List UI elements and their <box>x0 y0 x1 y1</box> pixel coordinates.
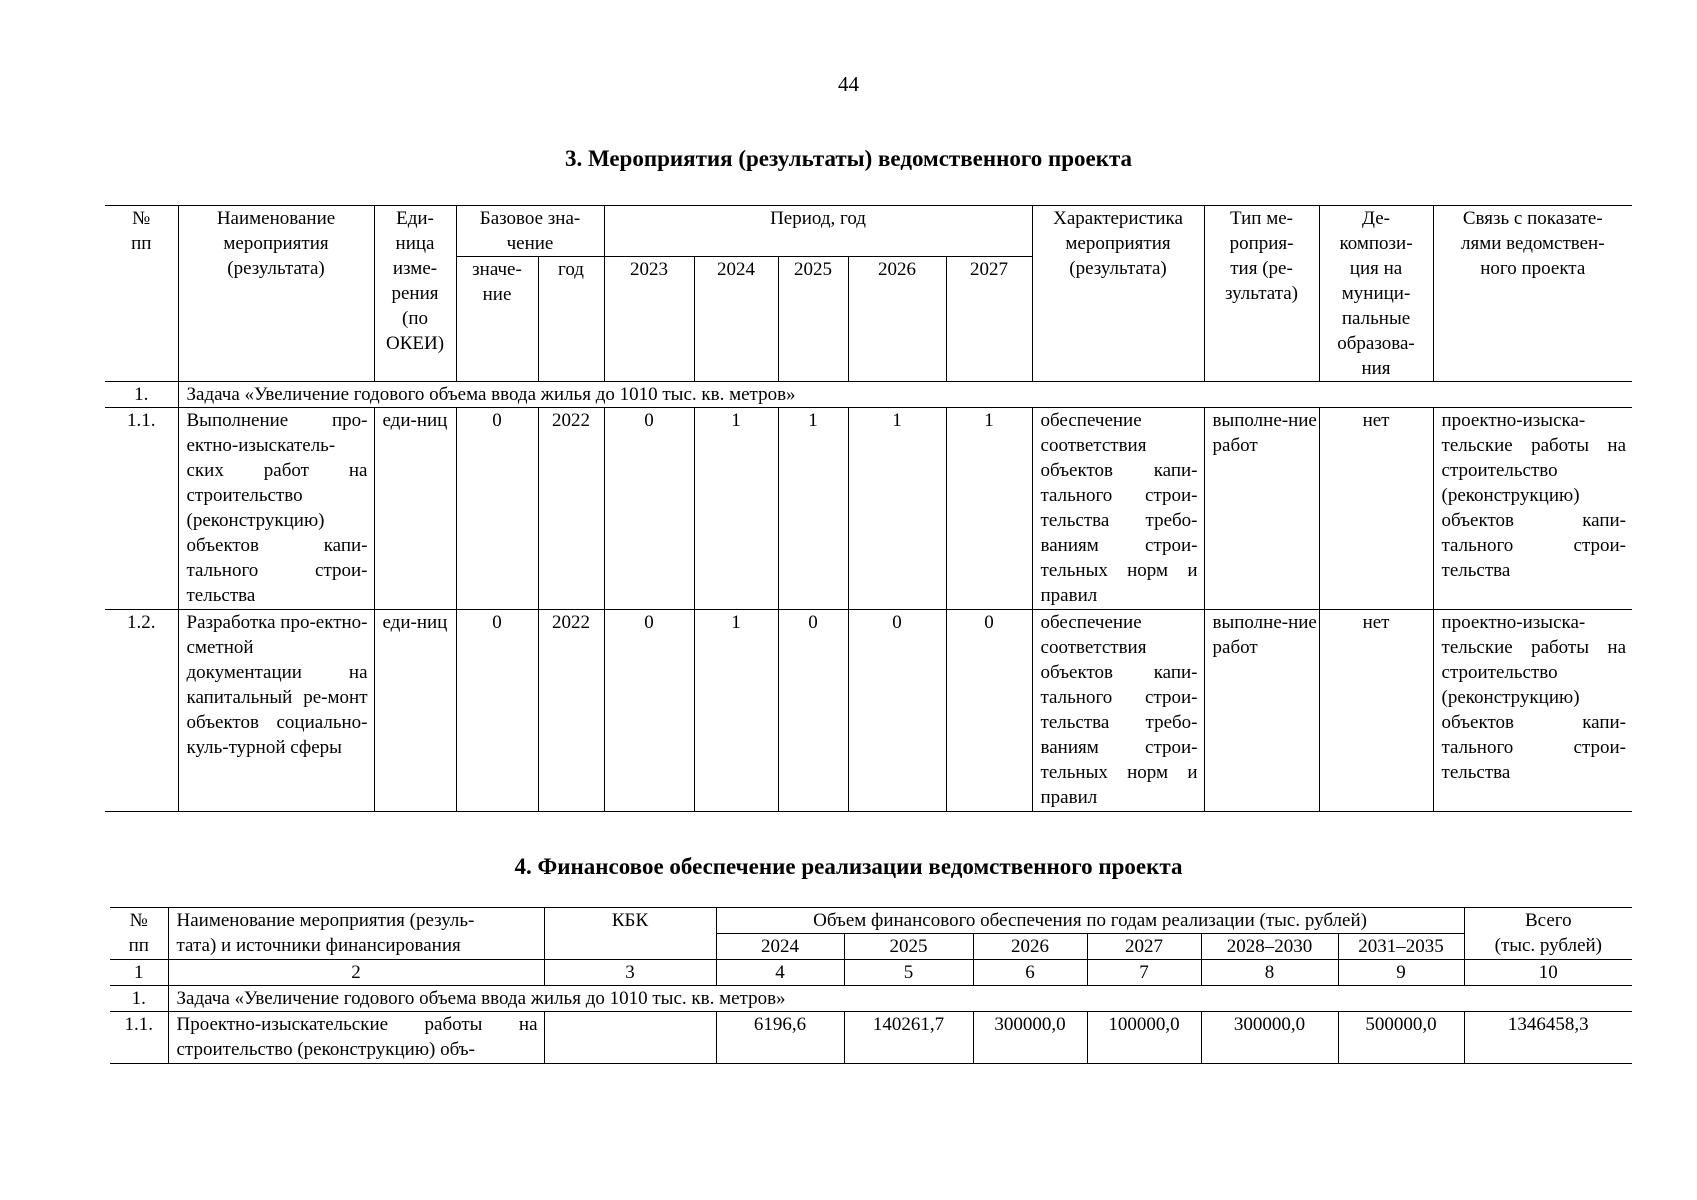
section-4-title: 4. Финансовое обеспечение реализации ведомственного проекта <box>514 854 1183 879</box>
row-decomposition: нет <box>1319 610 1433 812</box>
row-decomposition: нет <box>1319 408 1433 610</box>
header-base-year: год <box>538 257 604 382</box>
row-base-year: 2022 <box>538 408 604 610</box>
row-unit: еди-ниц <box>374 610 456 812</box>
fin-table-row <box>110 1012 1632 1064</box>
row-link: проектно-изыска-тельские работы на строительство (реконструкцию) объектов капи-тального строи-тельства <box>1433 408 1632 610</box>
fin-row-2027: 100000,0 <box>1087 1012 1201 1064</box>
row-2024: 1 <box>694 408 778 610</box>
activities-table <box>105 205 1632 812</box>
section-3-title: 3. Мероприятия (результаты) ведомственного проекта <box>564 146 1133 171</box>
header-characteristic: Характеристика мероприятия (результата) <box>1032 206 1204 382</box>
fin-header-year-2025: 2025 <box>844 934 973 960</box>
row-name: Разработка про-ектно-сметной документации на капитальный ре-монт объектов социально-куль-турной сферы <box>178 610 374 812</box>
header-year-2027: 2027 <box>946 257 1032 382</box>
fin-header-year-2031-2035: 2031–2035 <box>1338 934 1464 960</box>
col-number: 10 <box>1464 960 1632 986</box>
row-name: Выполнение про-ектно-изыскатель-ских работ на строительство (реконструкцию) объектов капи-тального строи-тельства <box>178 408 374 610</box>
row-characteristic: обеспечение соответствия объектов капи-тального строи-тельства требо-ваниям строи-тельных норм и правил <box>1032 408 1204 610</box>
header-period: Период, год <box>604 206 1032 257</box>
row-link: проектно-изыска-тельские работы на строительство (реконструкцию) объектов капи-тального строи-тельства <box>1433 610 1632 812</box>
header-year-2026: 2026 <box>848 257 946 382</box>
header-type: Тип ме- роприя- тия (ре- зультата) <box>1204 206 1319 382</box>
financing-table <box>110 907 1632 1064</box>
table-row <box>105 610 1632 812</box>
fin-row-2026: 300000,0 <box>973 1012 1087 1064</box>
fin-row-2024: 6196,6 <box>716 1012 844 1064</box>
row-2027: 0 <box>946 610 1032 812</box>
header-base-value: значе- ние <box>456 257 538 382</box>
col-number: 3 <box>544 960 716 986</box>
header-base: Базовое зна- чение <box>456 206 604 257</box>
header-year-2024: 2024 <box>694 257 778 382</box>
header-num: № пп <box>105 206 178 382</box>
row-2023: 0 <box>604 408 694 610</box>
row-num: 1.2. <box>105 610 178 812</box>
fin-row-2028-2030: 300000,0 <box>1201 1012 1338 1064</box>
col-number: 5 <box>844 960 973 986</box>
row-base-year: 2022 <box>538 610 604 812</box>
row-2024: 1 <box>694 610 778 812</box>
task-num: 1. <box>105 382 178 408</box>
row-type: выполне-ние работ <box>1204 610 1319 812</box>
header-unit: Еди- ница изме- рения (по ОКЕИ) <box>374 206 456 382</box>
fin-task-num: 1. <box>110 986 168 1012</box>
fin-header-name: Наименование мероприятия (резуль- тата) и источники финансирования <box>168 908 544 960</box>
header-year-2025: 2025 <box>778 257 848 382</box>
row-2027: 1 <box>946 408 1032 610</box>
row-2025: 1 <box>778 408 848 610</box>
task-text: Задача «Увеличение годового объема ввода жилья до 1010 тыс. кв. метров» <box>178 382 1632 408</box>
fin-header-year-2028-2030: 2028–2030 <box>1201 934 1338 960</box>
row-base-value: 0 <box>456 408 538 610</box>
row-characteristic: обеспечение соответствия объектов капи-тального строи-тельства требо-ваниям строи-тельных норм и правил <box>1032 610 1204 812</box>
fin-header-kbk: КБК <box>544 908 716 960</box>
col-number: 9 <box>1338 960 1464 986</box>
fin-header-num: № пп <box>110 908 168 960</box>
row-type: выполне-ние работ <box>1204 408 1319 610</box>
fin-row-total: 1346458,3 <box>1464 1012 1632 1064</box>
col-number: 4 <box>716 960 844 986</box>
fin-header-year-2027: 2027 <box>1087 934 1201 960</box>
fin-header-volume: Объем финансового обеспечения по годам реализации (тыс. рублей) <box>716 908 1464 934</box>
fin-row-2025: 140261,7 <box>844 1012 973 1064</box>
fin-header-year-2026: 2026 <box>973 934 1087 960</box>
fin-row-num: 1.1. <box>110 1012 168 1064</box>
fin-row-kbk <box>544 1012 716 1064</box>
row-base-value: 0 <box>456 610 538 812</box>
header-link: Связь с показате- лями ведомствен- ного проекта <box>1433 206 1632 382</box>
row-2026: 0 <box>848 610 946 812</box>
header-decomposition: Де- компози- ция на муници- пальные образова- ния <box>1319 206 1433 382</box>
row-2023: 0 <box>604 610 694 812</box>
row-2026: 1 <box>848 408 946 610</box>
task-row <box>105 382 1632 408</box>
col-number: 8 <box>1201 960 1338 986</box>
table-row <box>105 408 1632 610</box>
page-number: 44 <box>838 72 859 96</box>
header-name: Наименование мероприятия (результата) <box>178 206 374 382</box>
row-num: 1.1. <box>105 408 178 610</box>
col-number: 6 <box>973 960 1087 986</box>
row-unit: еди-ниц <box>374 408 456 610</box>
col-number: 2 <box>168 960 544 986</box>
row-2025: 0 <box>778 610 848 812</box>
header-year-2023: 2023 <box>604 257 694 382</box>
fin-row-name: Проектно-изыскательские работы на строительство (реконструкцию) объ- <box>168 1012 544 1064</box>
fin-row-2031-2035: 500000,0 <box>1338 1012 1464 1064</box>
col-number: 1 <box>110 960 168 986</box>
fin-header-total: Всего (тыс. рублей) <box>1464 908 1632 960</box>
fin-task-row <box>110 986 1632 1012</box>
column-numbers-row <box>110 960 1632 986</box>
fin-header-year-2024: 2024 <box>716 934 844 960</box>
fin-task-text: Задача «Увеличение годового объема ввода жилья до 1010 тыс. кв. метров» <box>168 986 1632 1012</box>
col-number: 7 <box>1087 960 1201 986</box>
